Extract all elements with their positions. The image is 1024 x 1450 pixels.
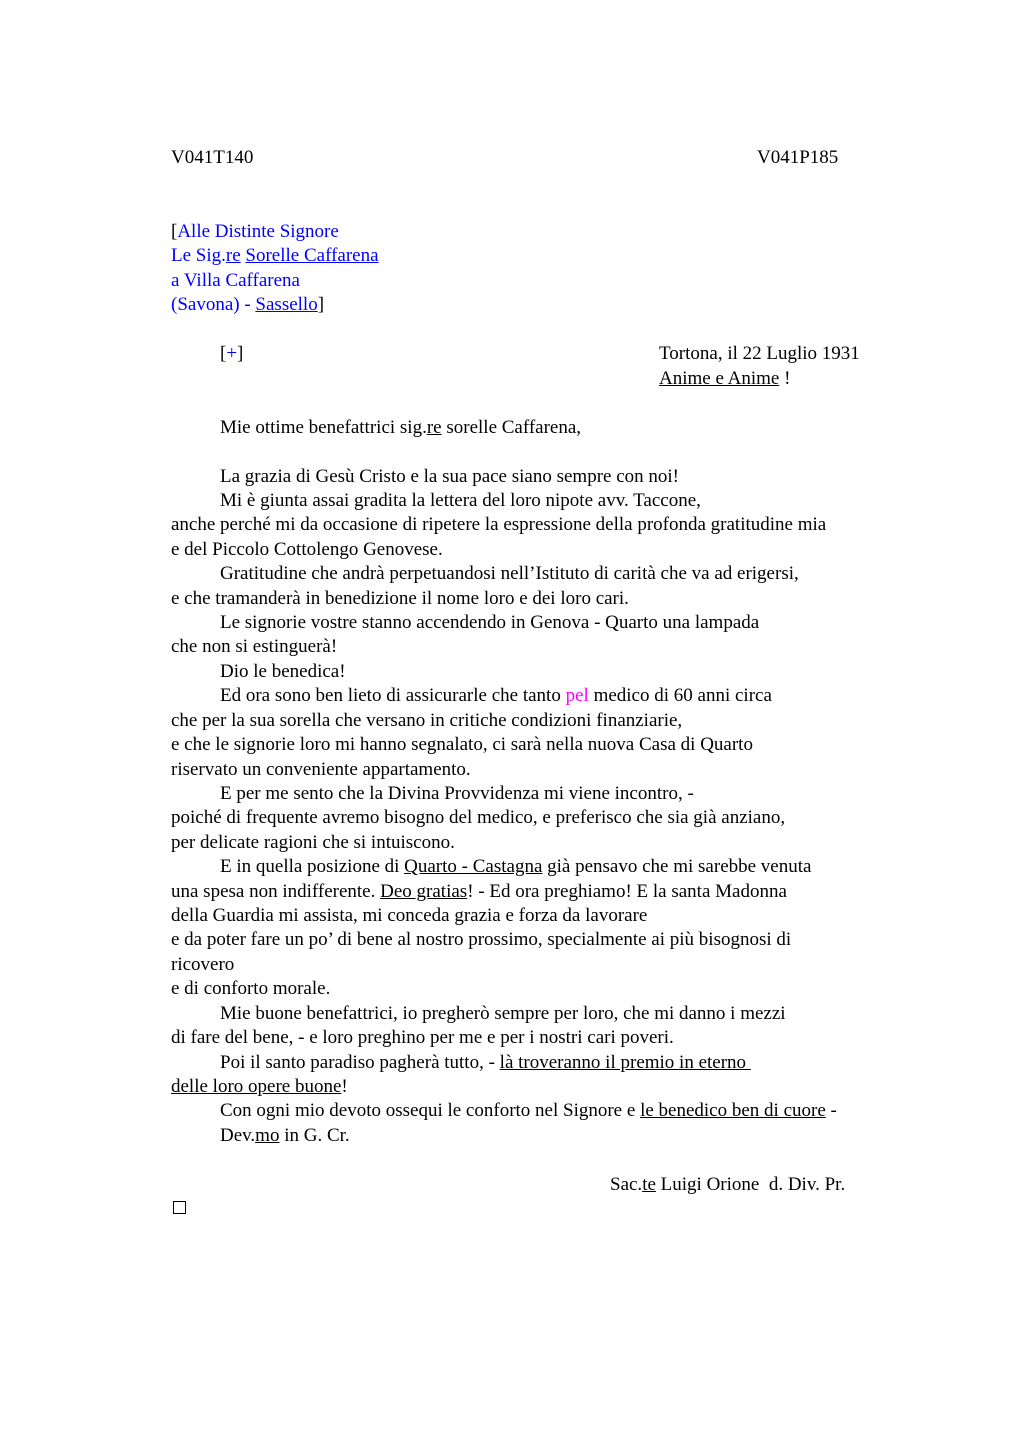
body-line: riservato un conveniente appartamento. <box>171 759 471 780</box>
body-line: Mie buone benefattrici, io pregherò sempre per loro, che mi danno i mezzi <box>220 1003 786 1024</box>
body-line: Gratitudine che andrà perpetuandosi nell’Istituto di carità che va ad erigersi, <box>220 563 799 584</box>
body-line: Con ogni mio devoto ossequi le conforto nel Signore e le benedico ben di cuore - <box>220 1100 837 1121</box>
cross-mark: [+] <box>220 343 244 364</box>
closing-line: Dev.mo in G. Cr. <box>220 1125 350 1146</box>
body-line: Poi il santo paradiso pagherà tutto, - là troveranno il premio in eterno <box>220 1052 751 1073</box>
body-line: Dio le benedica! <box>220 661 346 682</box>
body-line: che non si estinguerà! <box>171 636 338 657</box>
body-line: della Guardia mi assista, mi conceda grazia e forza da lavorare <box>171 905 648 926</box>
body-line: delle loro opere buone! <box>171 1076 348 1097</box>
document-code-right: V041P185 <box>757 147 839 168</box>
signature: Sac.te Luigi Orione d. Div. Pr. <box>610 1174 846 1195</box>
dateline: Tortona, il 22 Luglio 1931 <box>659 343 860 364</box>
square-box-icon <box>173 1201 186 1214</box>
body-line: e che le signorie loro mi hanno segnalato, ci sarà nella nuova Casa di Quarto <box>171 734 753 755</box>
body-line: e che tramanderà in benedizione il nome loro e dei loro cari. <box>171 588 629 609</box>
body-line: per delicate ragioni che si intuiscono. <box>171 832 455 853</box>
body-line: di fare del bene, - e loro preghino per me e per i nostri cari poveri. <box>171 1027 674 1048</box>
body-line: E per me sento che la Divina Provvidenza mi viene incontro, - <box>220 783 694 804</box>
body-line: ricovero <box>171 954 235 975</box>
address-line-3: a Villa Caffarena <box>171 270 300 291</box>
motto: Anime e Anime ! <box>659 368 791 389</box>
body-line: anche perché mi da occasione di ripetere la espressione della profonda gratitudine mia <box>171 514 827 535</box>
address-line-4: (Savona) - Sassello] <box>171 294 325 315</box>
body-line: che per la sua sorella che versano in critiche condizioni finanziarie, <box>171 710 683 731</box>
address-line-1: [Alle Distinte Signore <box>171 221 339 242</box>
body-line: e da poter fare un po’ di bene al nostro prossimo, specialmente ai più bisognosi di <box>171 929 792 950</box>
salutation: Mie ottime benefattrici sig.re sorelle Caffarena, <box>220 417 582 438</box>
body-line: una spesa non indifferente. Deo gratias! - Ed ora preghiamo! E la santa Madonna <box>171 881 787 902</box>
document-code-left: V041T140 <box>171 147 254 168</box>
body-line: Le signorie vostre stanno accendendo in Genova - Quarto una lampada <box>220 612 760 633</box>
body-line: Ed ora sono ben lieto di assicurarle che tanto pel medico di 60 anni circa <box>220 685 772 706</box>
body-line: Mi è giunta assai gradita la lettera del loro nipote avv. Taccone, <box>220 490 701 511</box>
highlighted-word: pel <box>565 685 589 706</box>
body-line: poiché di frequente avremo bisogno del medico, e preferisco che sia già anziano, <box>171 807 786 828</box>
body-line: e di conforto morale. <box>171 978 331 999</box>
body-line: e del Piccolo Cottolengo Genovese. <box>171 539 443 560</box>
body-line: La grazia di Gesù Cristo e la sua pace siano sempre con noi! <box>220 466 680 487</box>
address-line-2: Le Sig.re Sorelle Caffarena <box>171 245 379 266</box>
body-line: E in quella posizione di Quarto - Castagna già pensavo che mi sarebbe venuta <box>220 856 812 877</box>
